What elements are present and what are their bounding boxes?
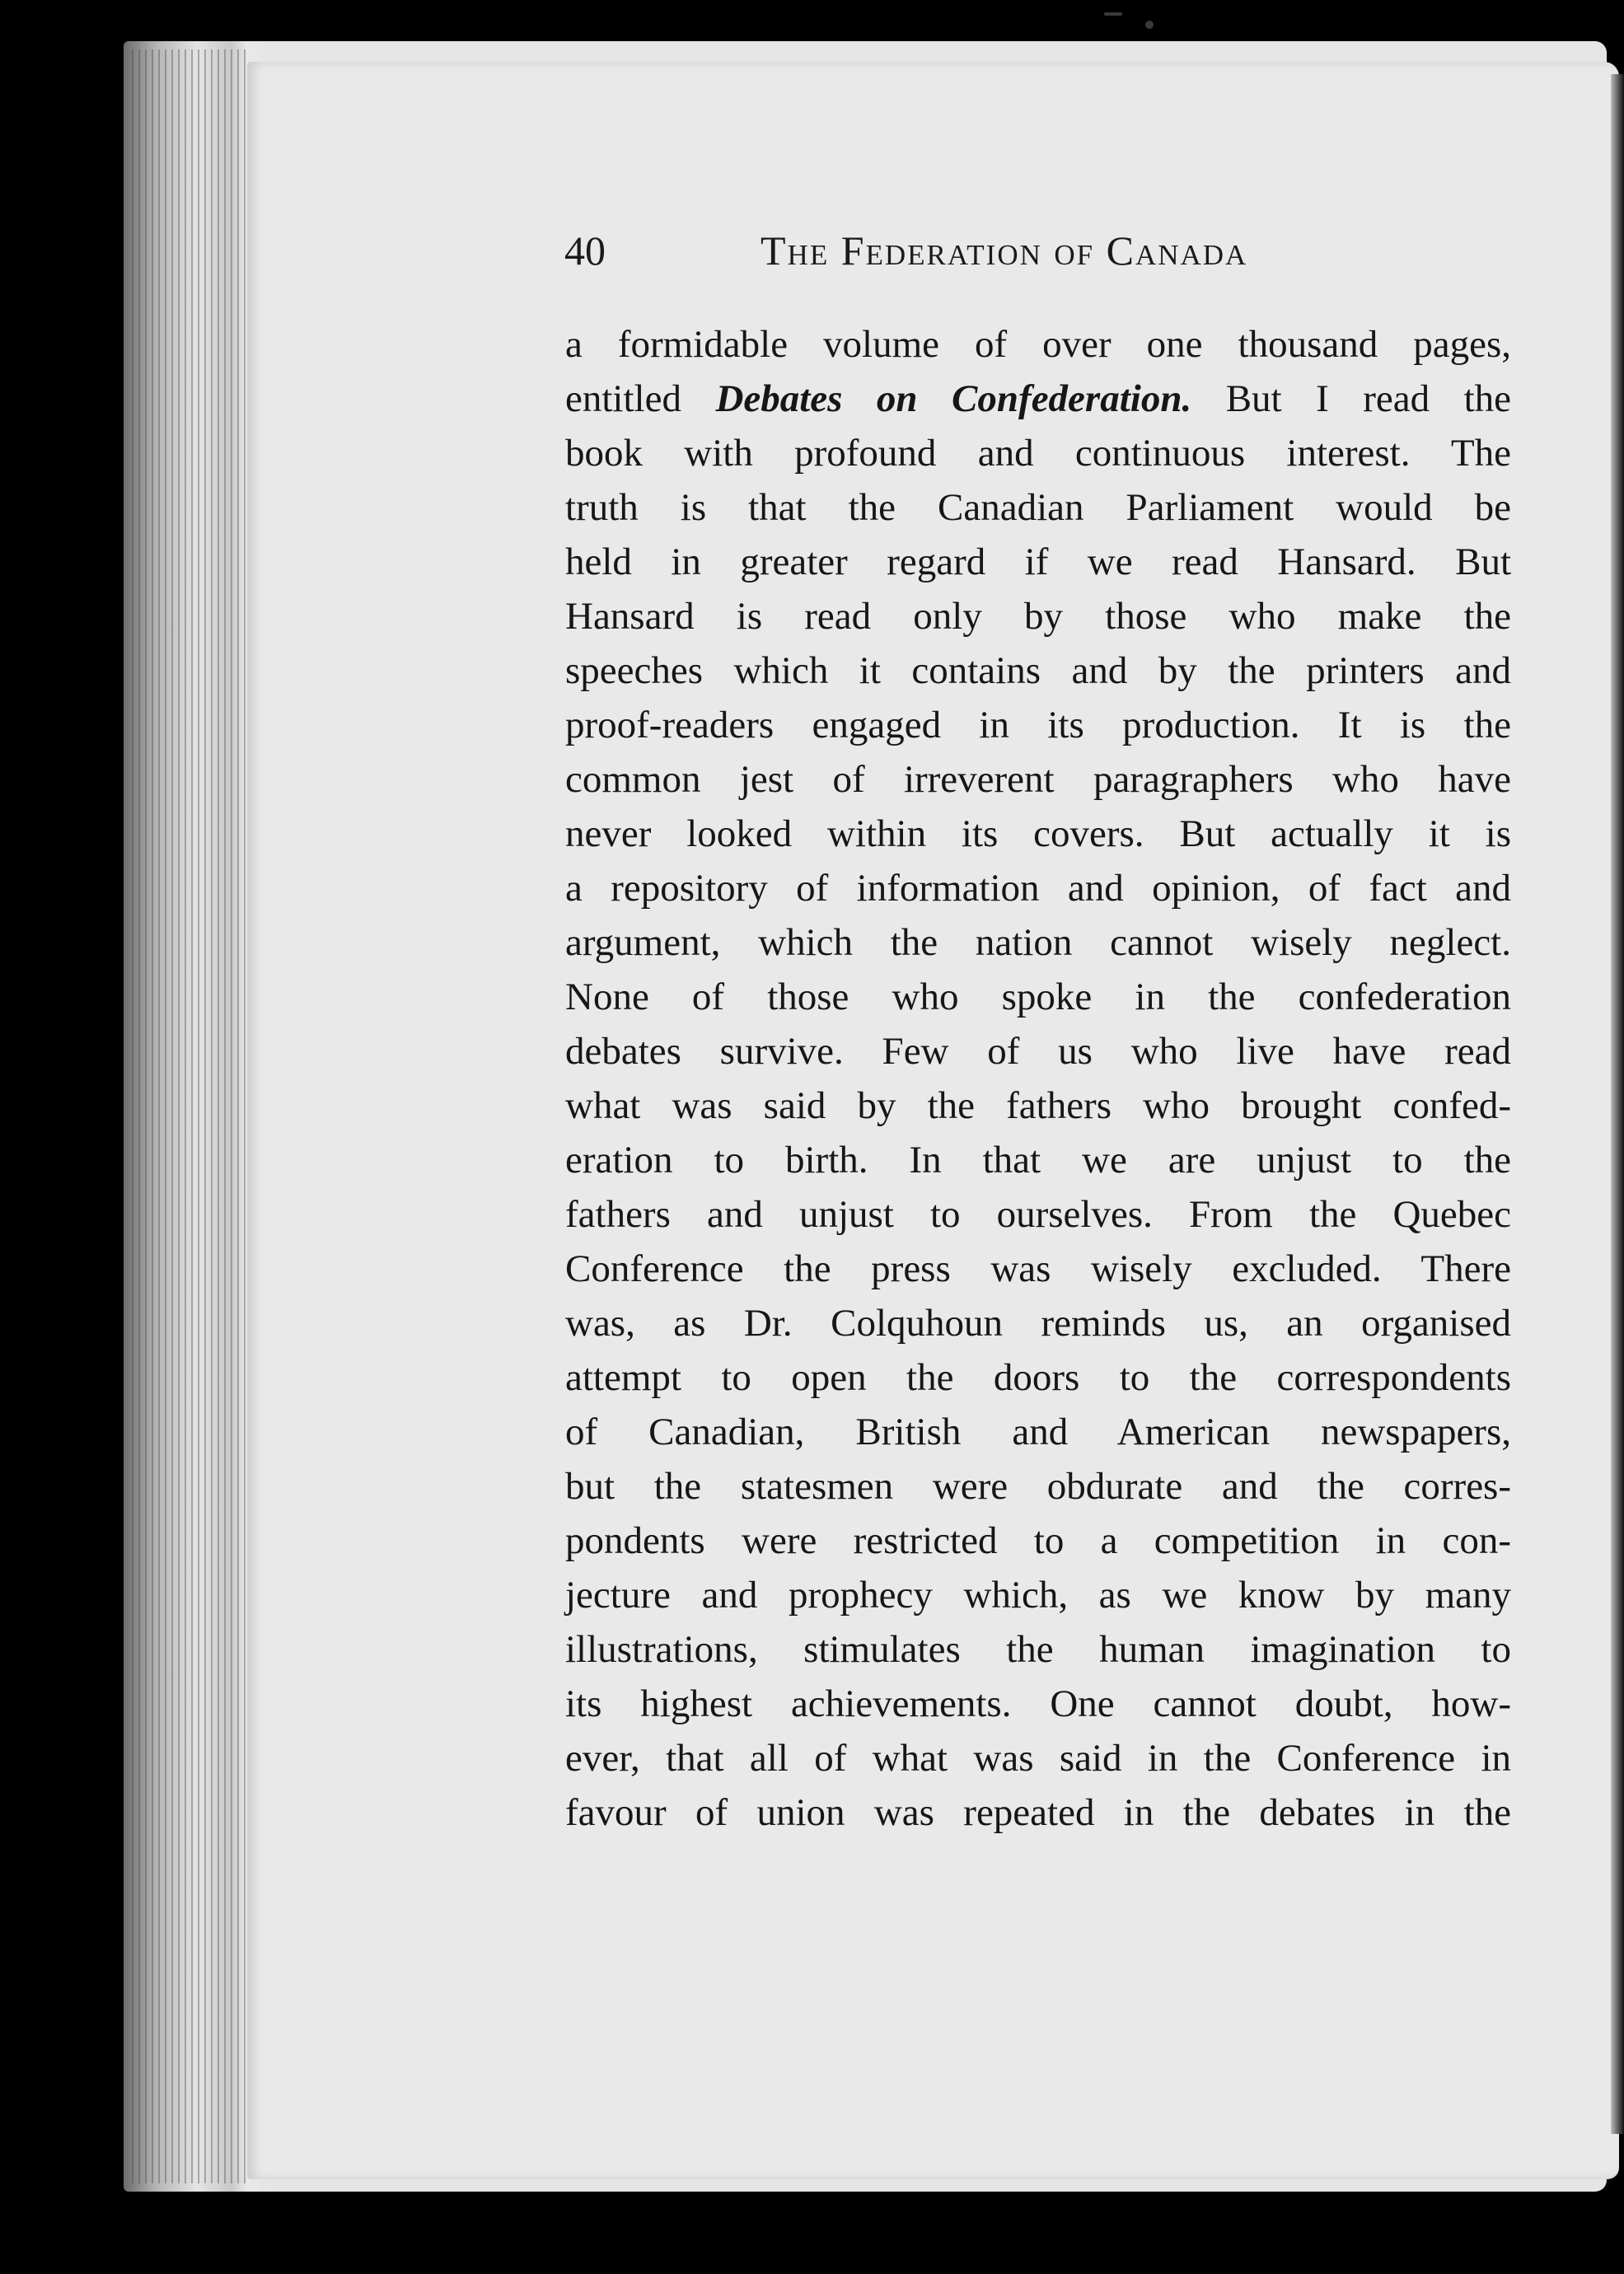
text-line: ever, that all of what was said in the Conference in (565, 1737, 1511, 1780)
text-line: never looked within its covers. But actually it is (565, 812, 1511, 855)
text-line: argument, which the nation cannot wisely neglect. (565, 921, 1511, 964)
text-line: proof-readers engaged in its production. It is the (565, 704, 1511, 746)
dust-speck (1145, 21, 1154, 29)
text-line: jecture and prophecy which, as we know by many (565, 1574, 1511, 1617)
text-line: entitled Debates on Confederation. But I read the (565, 377, 1511, 420)
text-line: fathers and unjust to ourselves. From the Quebec (565, 1193, 1511, 1236)
running-head (564, 227, 1512, 284)
text-line: a repository of information and opinion, of fact and (565, 867, 1511, 910)
body-text (565, 317, 1511, 1840)
text-line: was, as Dr. Colquhoun reminds us, an organised (565, 1302, 1511, 1345)
text-line: Conference the press was wisely excluded. There (565, 1247, 1511, 1290)
text-line: truth is that the Canadian Parliament would be (565, 486, 1511, 529)
page-right-shadow (1611, 74, 1624, 2134)
text-line: but the statesmen were obdurate and the corres- (565, 1465, 1511, 1508)
text-line: of Canadian, British and American newspapers, (565, 1411, 1511, 1453)
text-line: None of those who spoke in the confederation (565, 976, 1511, 1018)
text-line: what was said by the fathers who brought confed- (565, 1084, 1511, 1127)
text-line: its highest achievements. One cannot doubt, how- (565, 1682, 1511, 1725)
page-edge-lines (132, 49, 247, 2183)
text-line: a formidable volume of over one thousand pages, (565, 323, 1511, 366)
text-line: debates survive. Few of us who live have read (565, 1030, 1511, 1073)
text-line: held in greater regard if we read Hansard. But (565, 540, 1511, 583)
text-line: speeches which it contains and by the printers and (565, 649, 1511, 692)
running-head-title: The Federation of Canada (761, 227, 1248, 274)
text-line: pondents were restricted to a competition in con- (565, 1519, 1511, 1562)
text-line: illustrations, stimulates the human imagination to (565, 1628, 1511, 1671)
text-line: attempt to open the doors to the correspondents (565, 1356, 1511, 1399)
text-line: book with profound and continuous interest. The (565, 432, 1511, 475)
text-line: Hansard is read only by those who make the (565, 595, 1511, 638)
text-line: eration to birth. In that we are unjust to the (565, 1139, 1511, 1181)
text-line: favour of union was repeated in the debates in the (565, 1791, 1511, 1834)
page-number: 40 (564, 227, 606, 274)
text-line: common jest of irreverent paragraphers who have (565, 758, 1511, 801)
dust-speck (1104, 12, 1122, 16)
italic-title: Debates on Confederation. (715, 377, 1192, 420)
